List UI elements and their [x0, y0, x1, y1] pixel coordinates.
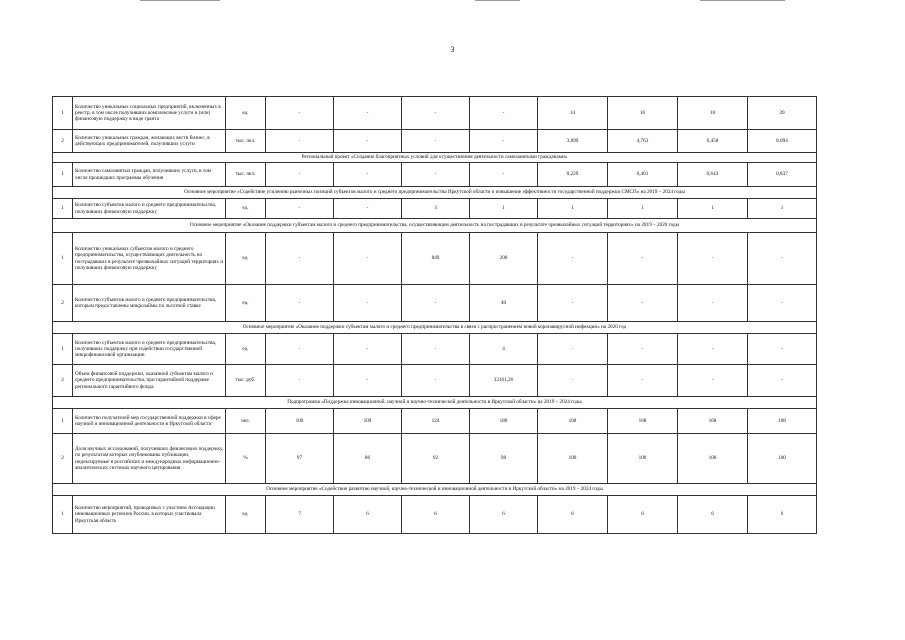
indicator-row: [53, 130, 817, 153]
value-cell: -: [402, 97, 470, 130]
value-cell: 168: [608, 409, 678, 434]
value-cell: -: [678, 365, 748, 397]
row-number: 2: [53, 365, 73, 397]
value-cell: 1: [748, 199, 817, 219]
indicator-row: [53, 365, 817, 397]
value-cell: 124: [402, 409, 470, 434]
value-cell: 1: [538, 199, 608, 219]
indicator-row: [53, 163, 817, 187]
indicator-name: Количество самозанятых граждан, получивших услуги, в том числе прошедших программы обучения: [73, 163, 226, 187]
unit-cell: ед.: [226, 334, 266, 365]
unit-cell: ед.: [226, 97, 266, 130]
indicator-name: Количество уникальных социальных предприятий, включенных в реестр, в том числе получивших комплексные услуги и (или) финансовую поддержку в виде гранта: [73, 97, 226, 130]
section-title: Основное мероприятие «Содействие развитию научной, научно-технической и инновационной деятельности в Иркутской области» на 2019 – 2024 годы: [53, 484, 817, 496]
value-cell: 6,458: [678, 130, 748, 153]
page-number: 3: [450, 45, 455, 54]
indicator-name: Количество уникальных субъектов малого и среднего предпринимательства, осуществляющих деятельность на пострадавших в результате чрезвычайных ситуаций территориях и получивших финансовую поддержку: [73, 233, 226, 285]
value-cell: 6: [538, 496, 608, 534]
value-cell: 100: [608, 434, 678, 484]
value-cell: 18: [678, 97, 748, 130]
value-cell: 6: [748, 496, 817, 534]
value-cell: 180: [470, 409, 538, 434]
value-cell: 7: [266, 496, 334, 534]
row-number: 1: [53, 163, 73, 187]
value-cell: -: [266, 130, 334, 153]
indicators-table: [52, 96, 817, 534]
indicator-name: Количество субъектов малого и среднего предпринимательства, получивших поддержку при содействии государственной микрофинансовой организации: [73, 334, 226, 365]
value-cell: 1: [470, 199, 538, 219]
row-number: 2: [53, 130, 73, 153]
value-cell: 200: [470, 233, 538, 285]
value-cell: 92: [402, 434, 470, 484]
indicator-row: [53, 409, 817, 434]
value-cell: 0,229: [538, 163, 608, 187]
value-cell: 100: [748, 434, 817, 484]
scan-mark-top-left: [140, 0, 220, 1]
value-cell: 168: [678, 409, 748, 434]
indicator-row: [53, 233, 817, 285]
indicator-name: Количество мероприятий, проводимых с участием Ассоциации инновационных регионов России, в которых участвовала Иркутская область: [73, 496, 226, 534]
unit-cell: тыс. чел.: [226, 163, 266, 187]
value-cell: 98: [470, 434, 538, 484]
unit-cell: ед.: [226, 233, 266, 285]
value-cell: 100: [678, 434, 748, 484]
row-number: 1: [53, 334, 73, 365]
unit-cell: ед.: [226, 496, 266, 534]
value-cell: -: [266, 365, 334, 397]
value-cell: -: [334, 163, 402, 187]
value-cell: -: [608, 334, 678, 365]
value-cell: 4,763: [608, 130, 678, 153]
value-cell: 40: [470, 285, 538, 322]
value-cell: -: [266, 97, 334, 130]
section-title: Подпрограмма «Поддержка инновационной, научной и научно-технической деятельности в Иркутской области» на 2019 – 2024 годы: [53, 397, 817, 409]
value-cell: -: [470, 97, 538, 130]
value-cell: 16: [608, 97, 678, 130]
section-title: Основное мероприятие «Оказание поддержки субъектам малого и среднего предпринимательства в связи с распространением новой коронавирусной инфекции» на 2020 год: [53, 322, 817, 334]
indicator-row: [53, 97, 817, 130]
value-cell: 0,401: [608, 163, 678, 187]
value-cell: 3: [402, 199, 470, 219]
indicator-name: Объем финансовой поддержки, оказанной субъектам малого и среднего предпринимательства, при гарантийной поддержке регионального гарантийного фонда: [73, 365, 226, 397]
indicator-name: Количество субъектов малого и среднего предпринимательства, получивших финансовую поддержку: [73, 199, 226, 219]
section-title: Основное мероприятие «Оказание поддержки субъектам малого и среднего предпринимательства, осуществляющим деятельность на пострадавших в результате чрезвычайных ситуаций территориях» на 2019 – 2020 годы: [53, 219, 817, 233]
value-cell: -: [748, 334, 817, 365]
value-cell: -: [402, 365, 470, 397]
value-cell: -: [402, 285, 470, 322]
value-cell: 100: [538, 434, 608, 484]
value-cell: -: [678, 334, 748, 365]
value-cell: -: [334, 130, 402, 153]
value-cell: 97: [266, 434, 334, 484]
value-cell: -: [402, 130, 470, 153]
value-cell: -: [608, 365, 678, 397]
value-cell: 168: [538, 409, 608, 434]
value-cell: 20: [748, 97, 817, 130]
value-cell: -: [538, 365, 608, 397]
unit-cell: чел.: [226, 409, 266, 434]
value-cell: -: [334, 199, 402, 219]
value-cell: -: [266, 334, 334, 365]
section-header-row: [53, 484, 817, 496]
indicator-row: [53, 199, 817, 219]
indicator-name: Количество получателей мер государственной поддержки в сфере научной и инновационной деятельности в Иркутской области: [73, 409, 226, 434]
value-cell: -: [266, 199, 334, 219]
unit-cell: %: [226, 434, 266, 484]
value-cell: -: [334, 233, 402, 285]
value-cell: -: [748, 233, 817, 285]
indicator-row: [53, 434, 817, 484]
row-number: 1: [53, 409, 73, 434]
value-cell: -: [334, 365, 402, 397]
value-cell: -: [538, 334, 608, 365]
value-cell: 100: [266, 409, 334, 434]
unit-cell: ед.: [226, 285, 266, 322]
value-cell: -: [266, 285, 334, 322]
value-cell: -: [266, 233, 334, 285]
value-cell: -: [608, 233, 678, 285]
value-cell: 6: [334, 496, 402, 534]
row-number: 1: [53, 496, 73, 534]
scan-mark-top-right: [700, 0, 785, 1]
row-number: 2: [53, 434, 73, 484]
value-cell: -: [334, 334, 402, 365]
value-cell: 4: [470, 334, 538, 365]
unit-cell: ед.: [226, 199, 266, 219]
value-cell: -: [266, 163, 334, 187]
unit-cell: тыс. чел.: [226, 130, 266, 153]
value-cell: 0,837: [748, 163, 817, 187]
indicator-name: Количество субъектов малого и среднего предпринимательства, которым предоставлены микрозаймы по льготной ставке: [73, 285, 226, 322]
indicator-name: Количество уникальных граждан, желающих вести бизнес, в действующих предпринимателей, получивших услуги: [73, 130, 226, 153]
scan-mark-top-mid: [475, 0, 520, 1]
section-title: Региональный проект «Создание благоприятных условий для осуществления деятельности самозанятыми гражданами»: [53, 153, 817, 163]
value-cell: -: [748, 285, 817, 322]
section-title: Основное мероприятие «Содействие усилению рыночных позиций субъектов малого и среднего предпринимательства Иркутской области и повышение эффективности государственной поддержки СМСП» на 2019 – 2024 годы: [53, 187, 817, 199]
value-cell: 109: [334, 409, 402, 434]
section-header-row: [53, 397, 817, 409]
value-cell: -: [678, 285, 748, 322]
row-number: 1: [53, 97, 73, 130]
value-cell: -: [334, 97, 402, 130]
value-cell: 6: [470, 496, 538, 534]
indicator-row: [53, 496, 817, 534]
indicator-row: [53, 334, 817, 365]
value-cell: 33161,26: [470, 365, 538, 397]
value-cell: 1: [678, 199, 748, 219]
section-header-row: [53, 219, 817, 233]
value-cell: -: [678, 233, 748, 285]
value-cell: 8,094: [748, 130, 817, 153]
value-cell: 14: [538, 97, 608, 130]
value-cell: -: [402, 334, 470, 365]
value-cell: 86: [334, 434, 402, 484]
value-cell: -: [538, 285, 608, 322]
section-header-row: [53, 322, 817, 334]
value-cell: 1: [608, 199, 678, 219]
row-number: 1: [53, 199, 73, 219]
value-cell: -: [608, 285, 678, 322]
section-header-row: [53, 153, 817, 163]
value-cell: -: [470, 163, 538, 187]
section-header-row: [53, 187, 817, 199]
value-cell: -: [334, 285, 402, 322]
value-cell: -: [470, 130, 538, 153]
value-cell: 849: [402, 233, 470, 285]
unit-cell: тыс. руб.: [226, 365, 266, 397]
row-number: 1: [53, 233, 73, 285]
row-number: 2: [53, 285, 73, 322]
indicator-row: [53, 285, 817, 322]
value-cell: 3,899: [538, 130, 608, 153]
value-cell: 0,643: [678, 163, 748, 187]
indicator-name: Доля научных исследований, получивших финансовую поддержку, по результатам которых опубликованы публикации, индексируемые в российских и международных информационно-аналитических системах научного цитирования: [73, 434, 226, 484]
value-cell: -: [402, 163, 470, 187]
value-cell: 6: [608, 496, 678, 534]
value-cell: 6: [678, 496, 748, 534]
value-cell: -: [748, 365, 817, 397]
value-cell: 6: [402, 496, 470, 534]
value-cell: -: [538, 233, 608, 285]
value-cell: 168: [748, 409, 817, 434]
